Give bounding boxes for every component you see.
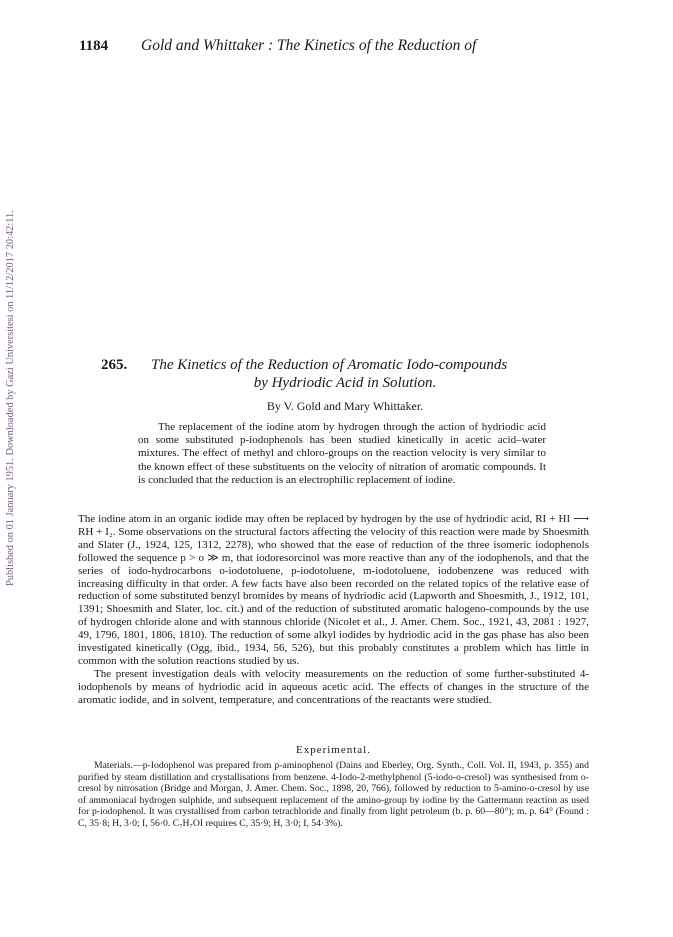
section-heading: Experimental. [295, 744, 371, 756]
article-title-line [88, 357, 588, 374]
article-heading [88, 357, 588, 414]
article-number: 265. [101, 357, 128, 373]
byline: By V. Gold and Mary Whittaker. [266, 399, 424, 413]
abstract-text: The replacement of the iodine atom by hydrogen through the action of hydriodic acid on some substituted p-iodophenols has been studied kinetically in acetic acid–water mixtures. The effect of methyl and chloro-groups on the reaction velocity is very similar to the known effect of these substituents on the velocity of nitration of aromatic compounds. It is concluded that the reduction is an electrophilic replacement of iodine. [138, 421, 546, 486]
experimental-section [78, 760, 589, 830]
page-number: 1184 [79, 38, 109, 54]
download-notice-text: Published on 01 January 1951. Downloaded by Gazi Universitesi on 11/12/2017 20:42:11. [5, 210, 16, 586]
abstract [138, 421, 546, 487]
body-paragraph: The iodine atom in an organic iodide may often be replaced by hydrogen by the use of hydriodic acid, RI + HI ⟶ RH + I₂. Some observations on the structural factors affecting the velocity of this reaction were made by Shoesmith and Slater (J., 1924, 125, 1312, 2278), who showed that the ease of reduction of the three isomeric iodophenols followed the sequence p > o ≫ m, that iodoresorcinol was more reactive than any of the iodophenols, and that the series of iodo-hydrocarbons o-iodotoluene, p-iodotoluene, m-iodotoluene, iodobenzene was reduced with increasing difficulty in that order. A few facts have also been recorded on the related topics of the relative ease of reduction of some substituted benzyl bromides by means of hydriodic acid (Lapworth and Shoesmith, J., 1912, 101, 1391; Shoesmith and Slater, loc. cit.) and of the reduction of substituted aromatic halogeno-compounds by the use of hydrogen chloride alone and with stannous chloride (Nicolet et al., J. Amer. Chem. Soc., 1921, 43, 2081 : 1927, 49, 1796, 1801, 1806, 1810). The reduction of some alkyl iodides by hydriodic acid in the gas phase has also been investigated kinetically (Ogg, ibid., 1934, 56, 526), but this probably constitutes a problem which has little in common with the solution reactions studied by us. [78, 513, 589, 667]
article-title-continued: by Hydriodic Acid in Solution. [253, 375, 437, 391]
experimental-paragraph: Materials.—p-Iodophenol was prepared from p-aminophenol (Dains and Eberley, Org. Synth., Coll. Vol. II, 1943, p. 355) and purified by steam distillation and crystallisations from benzene. 4-Iodo-2-methylphenol (5-iodo-o-cresol) was synthesised from o-cresol by nitrosation (Bridge and Morgan, J. Amer. Chem. Soc., 1898, 20, 766), followed by reduction to 5-amino-o-cresol by use of ammoniacal hydrogen sulphide, and subsequent replacement of the amino-group by iodine by the Gattermann reaction as used for p-iodophenol. It was crystallised from carbon tetrachloride and finally from light petroleum (b. p. 60—80°); m. p. 64° (Found : C, 35·8; H, 3·0; I, 56·0. C₇H₇OI requires C, 35·9; H, 3·0; I, 54·3%). [78, 760, 589, 829]
running-title: Gold and Whittaker : The Kinetics of the Reduction of [141, 37, 477, 54]
body-paragraph: The present investigation deals with velocity measurements on the reduction of some further-substituted 4-iodophenols by means of hydriodic acid in aqueous acetic acid. The effects of changes in the structure of the aromatic iodide, and in solvent, temperature, and concentrations of the reactants were studied. [78, 667, 589, 706]
running-head [79, 37, 599, 55]
download-notice [3, 186, 23, 586]
article-body [78, 513, 589, 707]
article-title: The Kinetics of the Reduction of Aromatic Iodo-compounds [151, 357, 508, 373]
